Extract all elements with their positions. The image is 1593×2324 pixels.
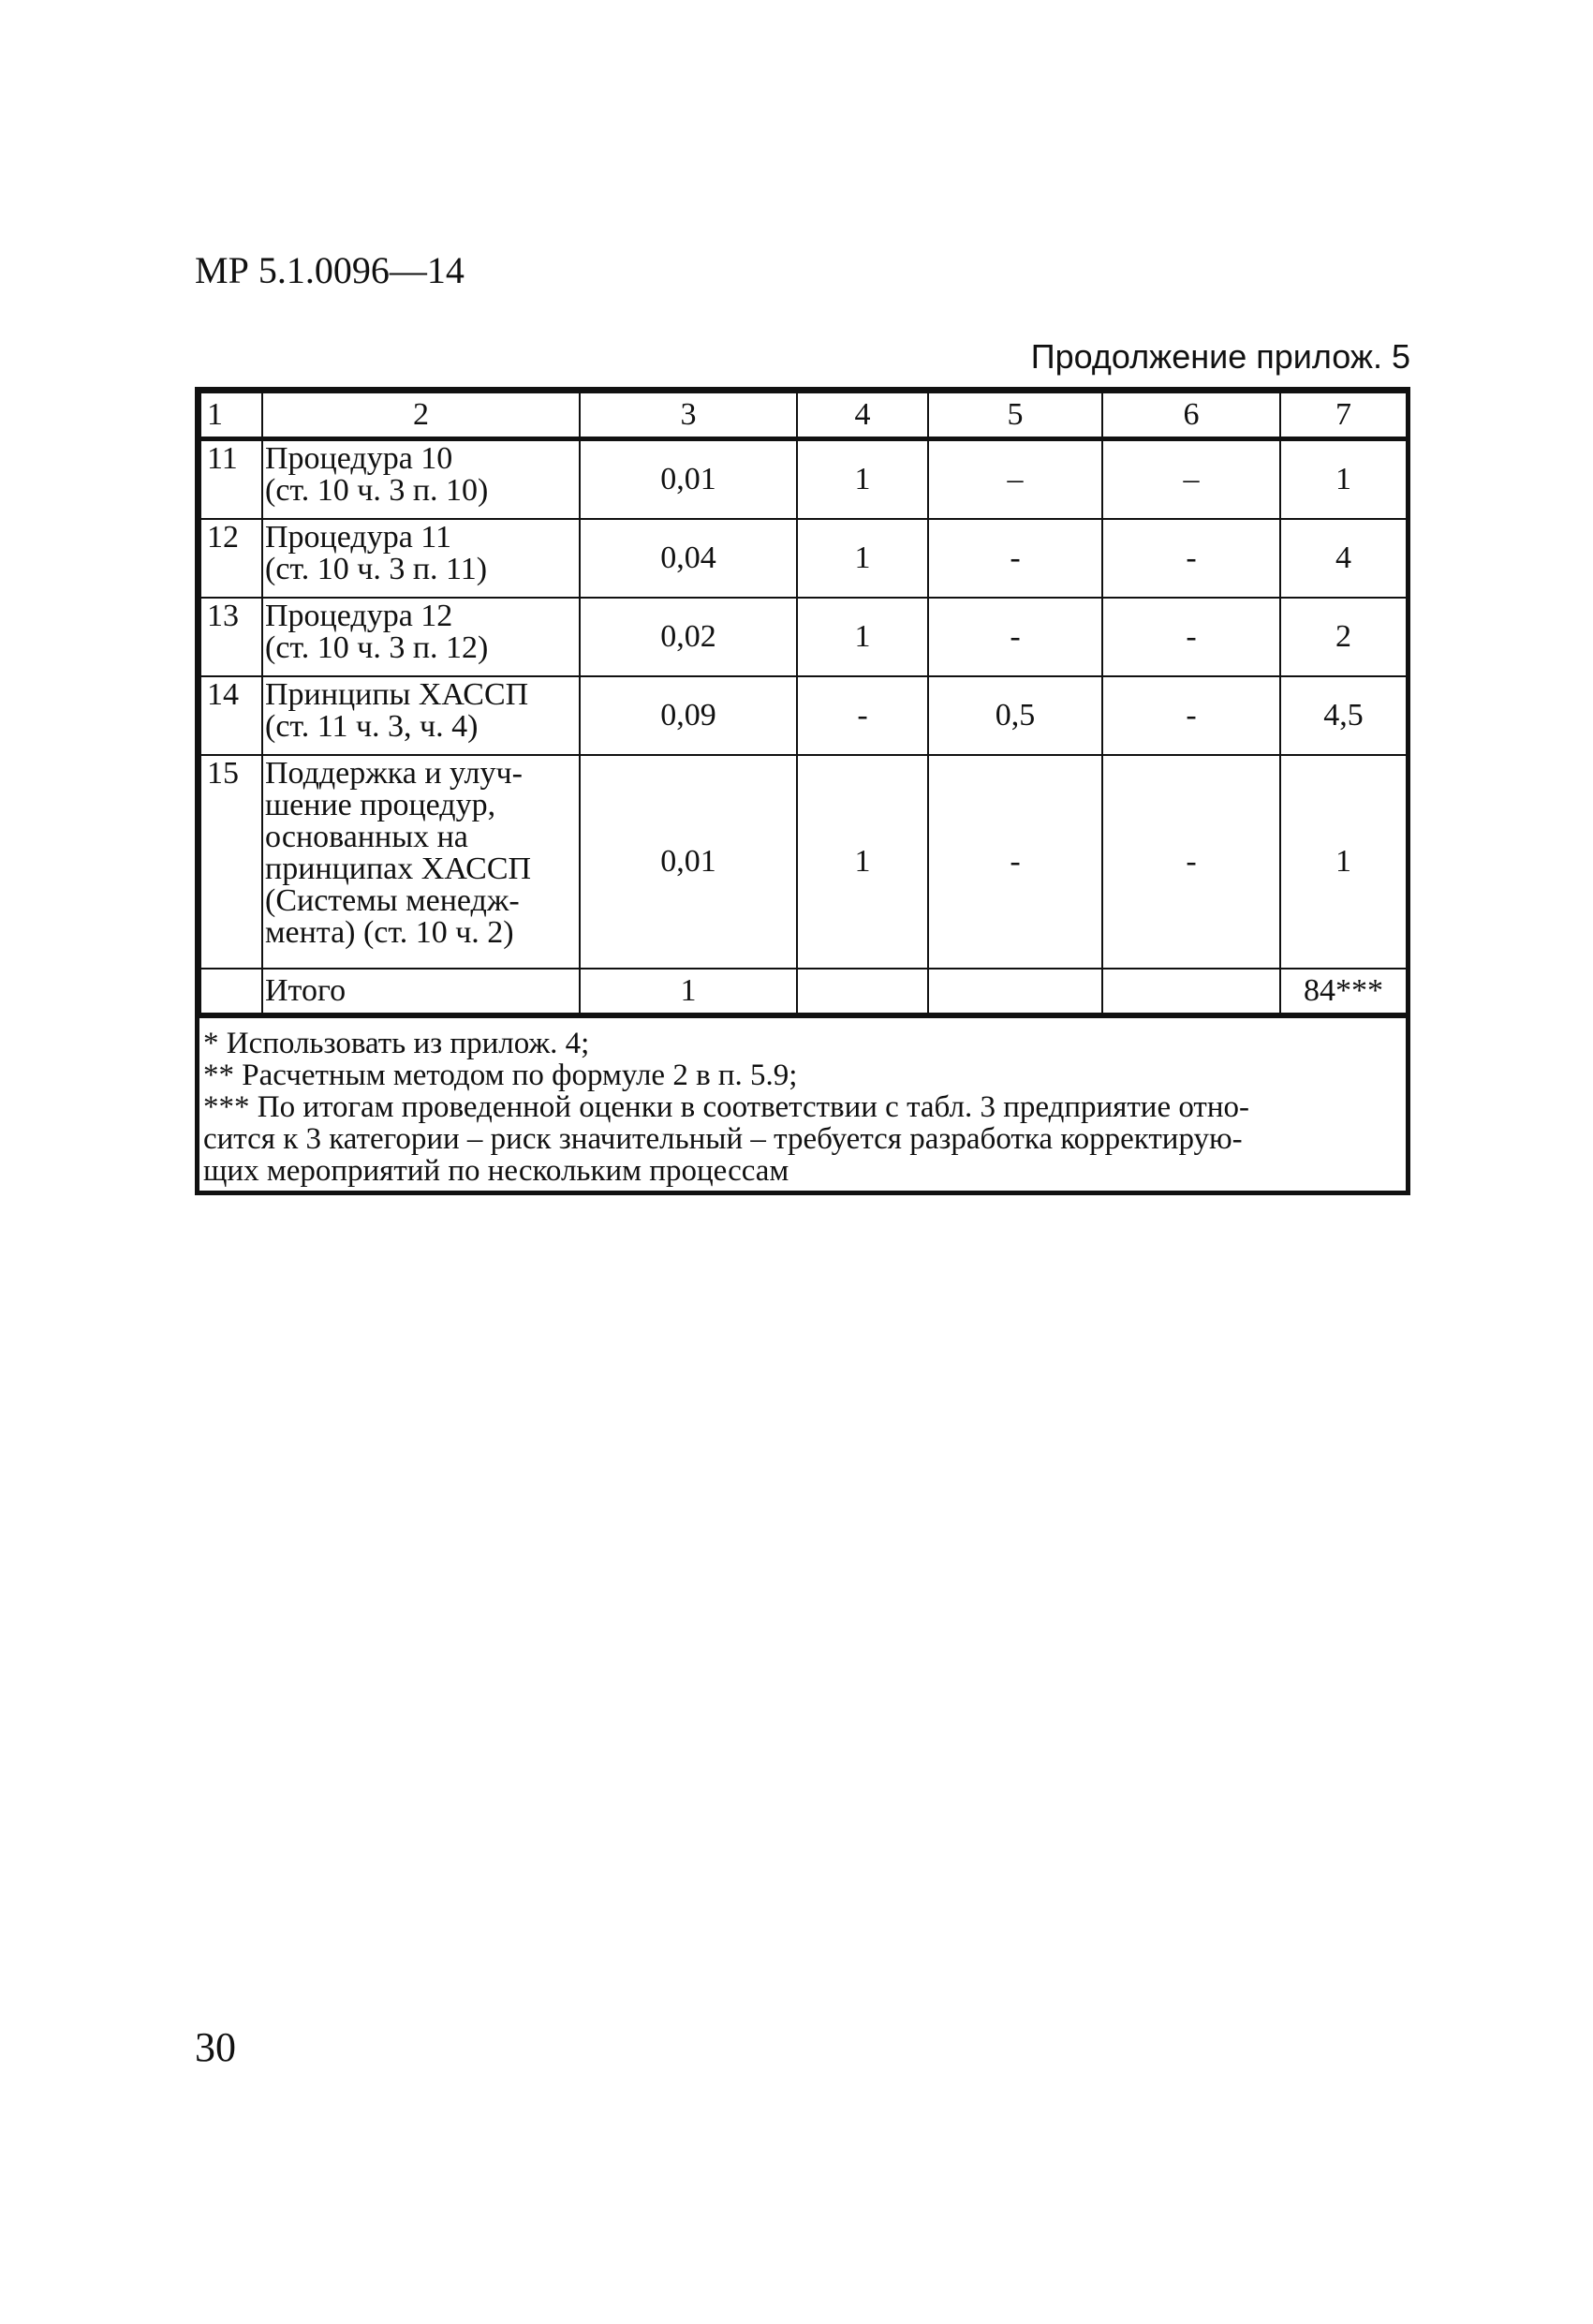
continuation-label: Продолжение прилож. 5	[1030, 337, 1410, 376]
cell: -	[1102, 755, 1280, 969]
row-name-line: основанных на	[265, 820, 468, 854]
row-number: 14	[200, 676, 262, 755]
cell: 1	[797, 439, 928, 520]
row-number: 12	[200, 519, 262, 598]
row-name-line: (ст. 11 ч. 3, ч. 4)	[265, 709, 479, 744]
footnote-3-line: *** По итогам проведенной оценки в соответствии с табл. 3 предприятие отно-	[203, 1090, 1250, 1124]
table-row	[200, 755, 1407, 969]
cell: 1	[797, 755, 928, 969]
row-name	[262, 519, 580, 598]
cell: 1	[797, 519, 928, 598]
cell	[928, 969, 1102, 1014]
row-name-line: (ст. 10 ч. 3 п. 11)	[265, 552, 488, 586]
cell: 0,01	[580, 439, 797, 520]
table-row	[200, 439, 1407, 520]
column-header: 1	[200, 392, 262, 439]
cell: 0,01	[580, 755, 797, 969]
footnote-3-line: сится к 3 категории – риск значительный – требуется разработка корректирую-	[203, 1122, 1243, 1156]
cell	[797, 969, 928, 1014]
cell: 0,5	[928, 676, 1102, 755]
table-row	[200, 598, 1407, 676]
cell: 1	[1280, 755, 1407, 969]
table-row	[200, 676, 1407, 755]
total-value: 1	[580, 969, 797, 1014]
cell: -	[928, 519, 1102, 598]
total-label: Итого	[262, 969, 580, 1014]
cell: -	[928, 755, 1102, 969]
appendix-table	[195, 387, 1410, 1195]
cell: -	[928, 598, 1102, 676]
row-name-line: Процедура 10	[265, 441, 453, 476]
column-header: 4	[797, 392, 928, 439]
row-number: 15	[200, 755, 262, 969]
row-name-line: Принципы ХАССП	[265, 677, 529, 712]
cell: -	[1102, 676, 1280, 755]
column-header: 2	[262, 392, 580, 439]
page-number: 30	[195, 2024, 236, 2070]
row-name-line: мента) (ст. 10 ч. 2)	[265, 915, 514, 950]
cell: 0,04	[580, 519, 797, 598]
footnote-1: * Использовать из прилож. 4;	[203, 1027, 590, 1060]
row-name-line: (ст. 10 ч. 3 п. 12)	[265, 630, 489, 665]
column-header: 3	[580, 392, 797, 439]
table-notes	[199, 1014, 1406, 1191]
row-name-line: шение процедур,	[265, 788, 496, 822]
cell: –	[928, 439, 1102, 520]
row-name-line: (ст. 10 ч. 3 п. 10)	[265, 473, 489, 508]
row-number: 13	[200, 598, 262, 676]
row-name	[262, 598, 580, 676]
column-header: 6	[1102, 392, 1280, 439]
row-name-line: Процедура 12	[265, 599, 453, 633]
footnote-2: ** Расчетным методом по формуле 2 в п. 5.9;	[203, 1058, 798, 1092]
row-name-line: Процедура 11	[265, 520, 452, 555]
cell: -	[797, 676, 928, 755]
table-row	[200, 519, 1407, 598]
row-name	[262, 755, 580, 969]
cell: –	[1102, 439, 1280, 520]
cell: 4,5	[1280, 676, 1407, 755]
total-score: 84***	[1280, 969, 1407, 1014]
column-header: 7	[1280, 392, 1407, 439]
cell	[1102, 969, 1280, 1014]
cell: -	[1102, 519, 1280, 598]
column-header: 5	[928, 392, 1102, 439]
cell: 0,09	[580, 676, 797, 755]
cell: 0,02	[580, 598, 797, 676]
cell: 2	[1280, 598, 1407, 676]
footnote-3-line: щих мероприятий по нескольким процессам	[203, 1154, 789, 1188]
cell	[200, 969, 262, 1014]
row-name-line: (Системы менедж-	[265, 883, 520, 918]
row-name	[262, 439, 580, 520]
row-name	[262, 676, 580, 755]
cell: -	[1102, 598, 1280, 676]
row-name-line: Поддержка и улуч-	[265, 756, 523, 791]
cell: 1	[797, 598, 928, 676]
cell: 1	[1280, 439, 1407, 520]
document-code: МР 5.1.0096—14	[195, 249, 465, 291]
table-header-row	[200, 392, 1407, 439]
row-name-line: принципах ХАССП	[265, 851, 532, 886]
row-number: 11	[200, 439, 262, 520]
cell: 4	[1280, 519, 1407, 598]
total-row	[200, 969, 1407, 1014]
